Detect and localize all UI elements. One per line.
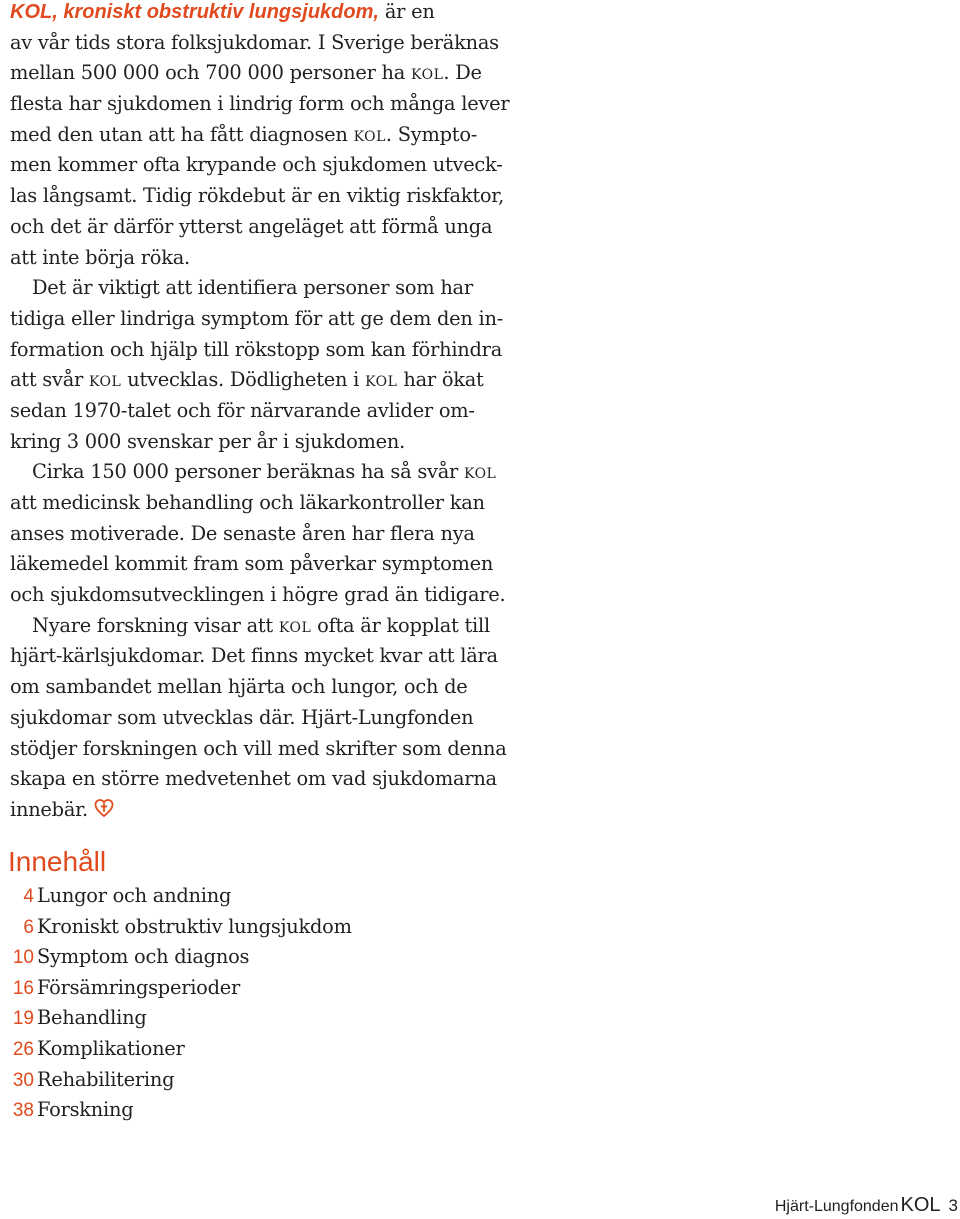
text-line: läkemedel kommit fram som påverkar symptomen — [10, 552, 494, 576]
text-line: med den utan att ha fått diagnosen kol. Sympto- — [10, 122, 478, 146]
text-line: tidiga eller lindriga symptom för att ge dem den in- — [10, 306, 504, 330]
page-number: 3 — [948, 1196, 958, 1215]
toc-label: Behandling — [37, 1006, 147, 1030]
text-line: och sjukdomsutvecklingen i högre grad än tidigare. — [10, 583, 506, 607]
kol-abbr: kol — [88, 368, 122, 392]
table-of-contents — [8, 881, 528, 1126]
lead-in: KOL, kroniskt obstruktiv lungsjukdom, — [10, 1, 379, 23]
toc-item[interactable] — [8, 881, 528, 912]
toc-page-number: 30 — [12, 1069, 34, 1091]
toc-item[interactable] — [8, 973, 528, 1004]
text-line: flesta har sjukdomen i lindrig form och många lever — [10, 92, 510, 116]
text-line: formation och hjälp till rökstopp som kan förhindra — [10, 337, 503, 361]
toc-page-number: 6 — [23, 916, 34, 938]
toc-page-number: 16 — [12, 977, 34, 999]
text-line: av vår tids stora folksjukdomar. I Sverige beräknas — [10, 30, 499, 54]
toc-item[interactable] — [8, 1003, 528, 1034]
kol-abbr: kol — [278, 613, 312, 637]
toc-item[interactable] — [8, 942, 528, 973]
toc-label: Forskning — [37, 1098, 134, 1122]
text-line: hjärt-kärlsjukdomar. Det finns mycket kvar att lära — [10, 644, 498, 668]
text-line: kring 3 000 svenskar per år i sjukdomen. — [10, 429, 406, 453]
text-line: att svår kol utvecklas. Dödligheten i kol har ökat — [10, 368, 484, 392]
toc-item[interactable] — [8, 1095, 528, 1126]
toc-label: Rehabilitering — [37, 1067, 175, 1091]
toc-page-number: 38 — [12, 1100, 34, 1122]
toc-label: Symptom och diagnos — [37, 945, 250, 969]
toc-label: Kroniskt obstruktiv lungsjukdom — [37, 914, 352, 938]
kol-abbr: kol — [353, 122, 386, 146]
toc-item[interactable] — [8, 1034, 528, 1065]
text-line: las långsamt. Tidig rökdebut är en viktig riskfaktor, — [10, 184, 505, 208]
toc-item[interactable] — [8, 1065, 528, 1096]
toc-label: Försämringsperioder — [37, 975, 240, 999]
toc-title: Innehåll — [8, 846, 107, 877]
text-line: om sambandet mellan hjärta och lungor, och de — [10, 675, 468, 699]
text-line: men kommer ofta krypande och sjukdomen utveck- — [10, 153, 503, 177]
text-line: Det är viktigt att identifiera personer som har — [32, 276, 473, 300]
text-line: mellan 500 000 och 700 000 personer ha kol. De — [10, 61, 482, 85]
toc-label: Lungor och andning — [37, 884, 232, 907]
heart-cross-icon — [94, 797, 114, 817]
toc-page-number: 10 — [12, 947, 34, 969]
text-line: Nyare forskning visar att kol ofta är kopplat till — [32, 613, 490, 637]
text-line: innebär. — [10, 795, 550, 826]
text-line: att inte börja röka. — [10, 245, 190, 269]
toc-page-number: 19 — [12, 1008, 34, 1030]
kol-abbr: kol — [463, 460, 497, 484]
text-line: Cirka 150 000 personer beräknas ha så svår kol — [32, 460, 497, 484]
toc-item[interactable] — [8, 912, 528, 943]
text-line: sedan 1970-talet och för närvarande avlider om- — [10, 398, 475, 422]
text-line: stödjer forskningen och vill med skrifter som denna — [10, 736, 507, 760]
kol-abbr: kol — [411, 61, 444, 85]
text-line: sjukdomar som utvecklas där. Hjärt-Lungfonden — [10, 705, 474, 729]
text-line: skapa en större medvetenhet om vad sjukdomarna — [10, 767, 497, 791]
footer-brand: KOL — [900, 1194, 941, 1216]
footer-publisher: Hjärt-Lungfonden — [774, 1198, 899, 1215]
intro-text — [10, 0, 550, 826]
toc-page-number: 4 — [23, 886, 34, 907]
text-line: anses motiverade. De senaste åren har flera nya — [10, 521, 475, 545]
kol-abbr: kol — [365, 368, 398, 392]
text-line: KOL, kroniskt obstruktiv lungsjukdom, är en — [10, 0, 435, 23]
toc-page-number: 26 — [12, 1038, 34, 1060]
text-line: och det är därför ytterst angeläget att förmå unga — [10, 214, 493, 238]
page-footer — [660, 1194, 960, 1217]
text-line: att medicinsk behandling och läkarkontroller kan — [10, 491, 485, 514]
toc-label: Komplikationer — [37, 1036, 185, 1060]
